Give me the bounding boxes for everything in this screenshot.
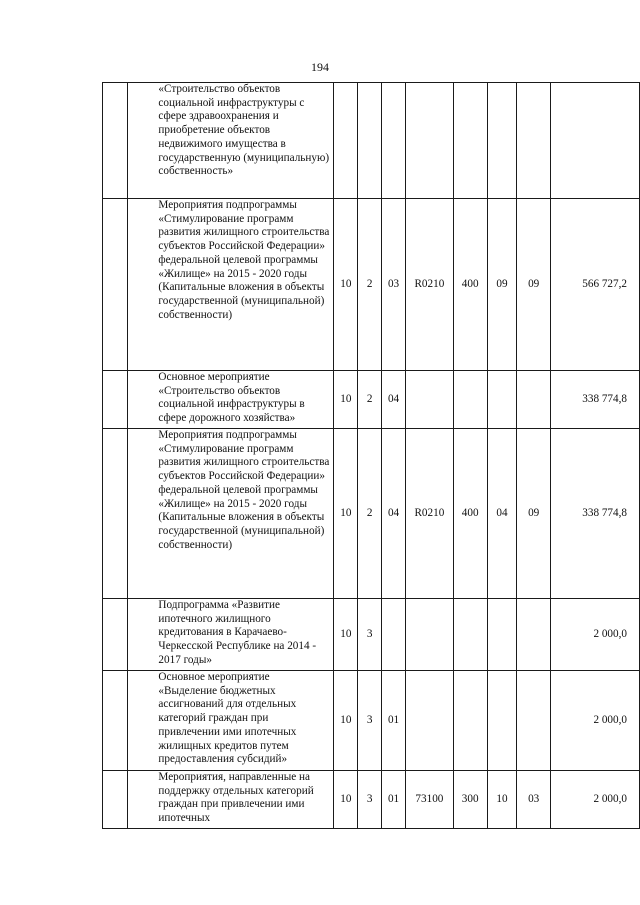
code-cell-2: 2: [358, 199, 382, 371]
code-cell-6: [487, 671, 517, 771]
code-cell-4: [406, 371, 454, 429]
table-row: [103, 429, 640, 599]
code-cell-2: 3: [358, 671, 382, 771]
row-name: «Строительство объектов социальной инфраструктуры с сфере здравоохранения и приобретение объектов недвижимого имущества в государственную (муниципальную) собственность»: [128, 83, 334, 199]
amount-cell: 2 000,0: [551, 671, 640, 771]
code-cell-4: R0210: [406, 199, 454, 371]
code-cell-1: 10: [334, 429, 358, 599]
table-row: [103, 371, 640, 429]
row-name: Подпрограмма «Развитие ипотечного жилищного кредитования в Карачаево-Черкесской Республике на 2014 - 2017 годы»: [128, 599, 334, 671]
code-cell-4: [406, 83, 454, 199]
code-cell-7: 09: [517, 199, 551, 371]
blank-cell: [103, 83, 128, 199]
code-cell-2: 2: [358, 371, 382, 429]
code-cell-6: [487, 371, 517, 429]
amount-cell: 338 774,8: [551, 371, 640, 429]
code-cell-7: [517, 671, 551, 771]
code-cell-3: [382, 599, 406, 671]
blank-cell: [103, 671, 128, 771]
budget-table: [102, 82, 640, 829]
code-cell-5: [453, 599, 487, 671]
table-row: [103, 599, 640, 671]
code-cell-2: [358, 83, 382, 199]
row-name: Мероприятия подпрограммы «Стимулирование программ развития жилищного строительства субъектов Российской Федерации» федеральной целевой программы «Жилище» на 2015 - 2020 годы (Капитальные вложения в объекты государственной (муниципальной) собственности): [128, 199, 334, 371]
code-cell-6: [487, 83, 517, 199]
code-cell-4: [406, 599, 454, 671]
code-cell-1: 10: [334, 771, 358, 829]
amount-cell: 2 000,0: [551, 771, 640, 829]
code-cell-6: [487, 599, 517, 671]
code-cell-3: 01: [382, 671, 406, 771]
code-cell-3: [382, 83, 406, 199]
code-cell-5: 300: [453, 771, 487, 829]
row-name: Мероприятия подпрограммы «Стимулирование программ развития жилищного строительства субъектов Российской Федерации» федеральной целевой программы «Жилище» на 2015 - 2020 годы (Капитальные вложения в объекты государственной (муниципальной) собственности): [128, 429, 334, 599]
code-cell-5: 400: [453, 199, 487, 371]
code-cell-4: [406, 671, 454, 771]
code-cell-2: 3: [358, 599, 382, 671]
code-cell-6: 04: [487, 429, 517, 599]
code-cell-7: 09: [517, 429, 551, 599]
code-cell-2: 2: [358, 429, 382, 599]
amount-cell: 566 727,2: [551, 199, 640, 371]
table-row: [103, 83, 640, 199]
amount-cell: [551, 83, 640, 199]
table-row: [103, 199, 640, 371]
table-row: [103, 671, 640, 771]
blank-cell: [103, 599, 128, 671]
code-cell-4: R0210: [406, 429, 454, 599]
code-cell-6: 09: [487, 199, 517, 371]
blank-cell: [103, 371, 128, 429]
code-cell-7: [517, 371, 551, 429]
code-cell-6: 10: [487, 771, 517, 829]
code-cell-5: 400: [453, 429, 487, 599]
amount-cell: 2 000,0: [551, 599, 640, 671]
code-cell-3: 01: [382, 771, 406, 829]
page-number: 194: [311, 60, 329, 74]
code-cell-2: 3: [358, 771, 382, 829]
code-cell-4: 73100: [406, 771, 454, 829]
code-cell-7: [517, 83, 551, 199]
code-cell-3: 04: [382, 371, 406, 429]
code-cell-1: 10: [334, 199, 358, 371]
blank-cell: [103, 429, 128, 599]
code-cell-3: 04: [382, 429, 406, 599]
code-cell-5: [453, 671, 487, 771]
code-cell-7: 03: [517, 771, 551, 829]
code-cell-1: 10: [334, 599, 358, 671]
code-cell-7: [517, 599, 551, 671]
code-cell-1: 10: [334, 671, 358, 771]
code-cell-5: [453, 83, 487, 199]
row-name: Основное мероприятие «Строительство объектов социальной инфраструктуры в сфере дорожного хозяйства»: [128, 371, 334, 429]
code-cell-3: 03: [382, 199, 406, 371]
code-cell-5: [453, 371, 487, 429]
blank-cell: [103, 771, 128, 829]
row-name: Мероприятия, направленные на поддержку отдельных категорий граждан при привлечении ими ипотечных: [128, 771, 334, 829]
table-row: [103, 771, 640, 829]
blank-cell: [103, 199, 128, 371]
code-cell-1: 10: [334, 371, 358, 429]
code-cell-1: [334, 83, 358, 199]
amount-cell: 338 774,8: [551, 429, 640, 599]
row-name: Основное мероприятие «Выделение бюджетных ассигнований для отдельных категорий граждан при привлечении ими ипотечных жилищных кредитов путем предоставления субсидий»: [128, 671, 334, 771]
